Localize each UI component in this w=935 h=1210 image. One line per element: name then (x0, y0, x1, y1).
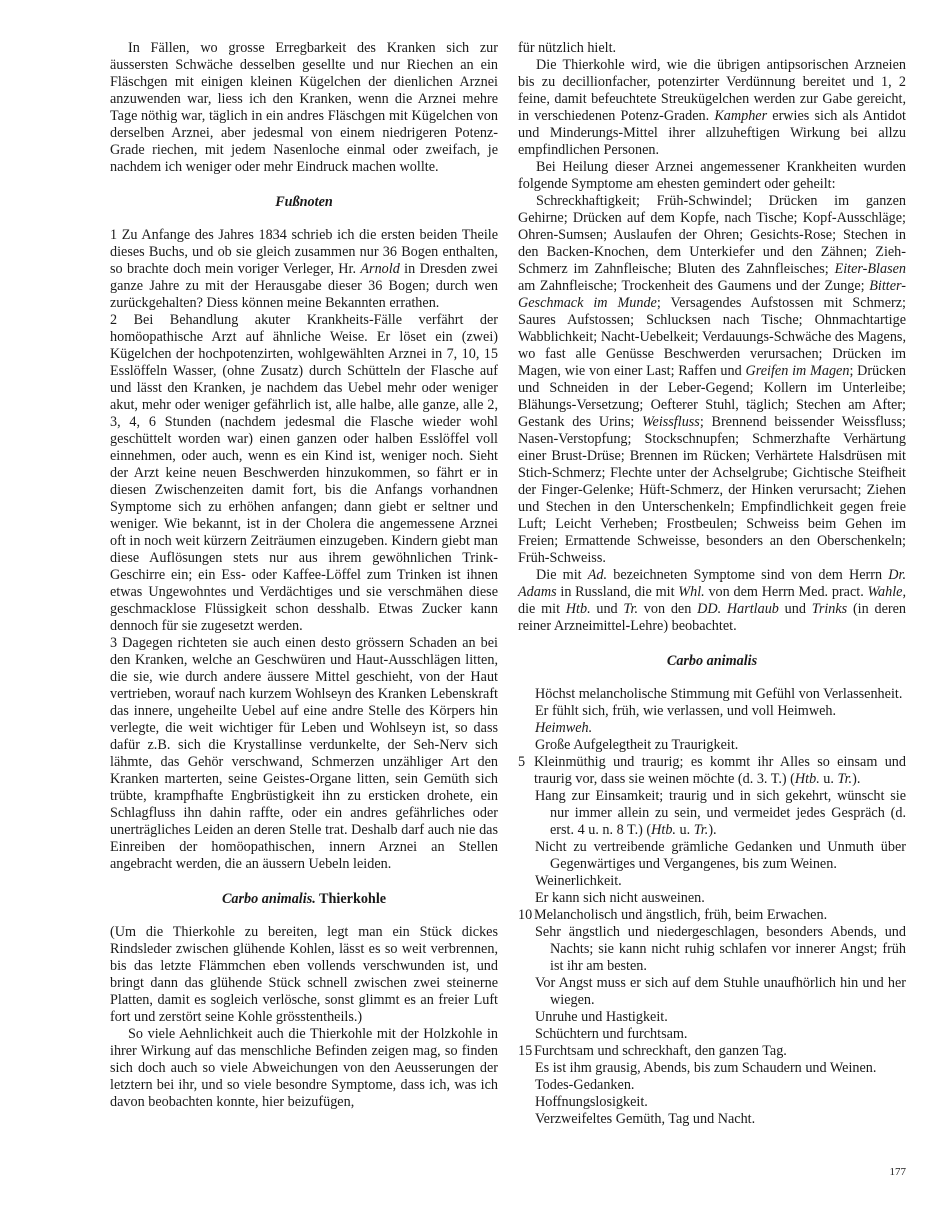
obs-dd: DD. Hartlaub (697, 601, 779, 617)
continuation-line: für nützlich hielt. (518, 40, 617, 56)
obs-a: Die mit (536, 567, 588, 583)
healed-term-greifen: Greifen im Magen (745, 363, 850, 379)
obs-d: von dem Herrn Med. pract. (704, 584, 868, 600)
symptom-line: Vor Angst muss er sich auf dem Stuhle unaufhörlich hin und her wiegen. (535, 975, 906, 1008)
symptom-line: Es ist ihm grausig, Abends, bis zum Schaudern und Weinen. (535, 1060, 877, 1076)
obs-htb: Htb. (565, 601, 591, 617)
symptom-line: Er fühlt sich, früh, wie verlassen, und voll Heimweh. (535, 703, 837, 719)
carbo-heading-latin: Carbo animalis. (221, 891, 316, 907)
symptom-text: Furchtsam und schreckhaft, den ganzen Tag. (534, 1043, 787, 1059)
symptom-line: Unruhe und Hastigkeit. (535, 1009, 668, 1025)
symptom-line: Verzweifeltes Gemüth, Tag und Nacht. (535, 1111, 756, 1127)
symptom-line (518, 788, 906, 839)
healed-text-c: ; Versagendes Aufstossen mit Schmerz; Saures Aufstossen; Schlucksen nach Tische; Ohnmachtartige Wabblichkeit; Nacht-Uebelkeit; Verdauungs-Schwäche des Magens, wo fast alle Genüsse Beschwerden verursachen; Drücken im Magen, wie von einer Last; Raffen und (518, 295, 906, 379)
footnote-3: 3 Dagegen richteten sie auch einen desto grössern Schaden an bei den Kranken, welche an Geschwüren und Haut-Ausschlägen litten, die sie, wie durch andere äussere Mittel geschieht, von der Haut vertrieben, worauf nach kurzem Wohlseyn des Kranken Lebenskraft das innere, ungeheilte Uebel auf eine andre Stelle des Körpers hin verlegte, die weit wichtiger für Leben und Wohlseyn ist, so dass dafür z.B. sich die Krystallinse verdunkelte, der Seh-Nerv sich lähmte, das Gehör verschwand, Schmerzen unzähliger Art den Kranken marterten, seine Geistes-Organe litten, sein Gemüth sich trübte, krampfhafte Engbrüstigkeit ihn zu ersticken drohete, ein Schlagfluss ihn dahin raffte, oder ein andres gefährliches oder unerträgliches Leiden an deren Stelle trat. Deshalb darf auch nie das Einreiben der homöopathischen, innern Arznei an Stellen angebracht werden, die an äussern Uebeln leiden. (110, 635, 498, 872)
symptom-line: Nicht zu vertreibende grämliche Gedanken und Unmuth über Gegenwärtiges und Vergangenes, bis zum Weinen. (535, 839, 906, 872)
obs-e: die mit (518, 601, 566, 617)
symptom-line: Höchst melancholische Stimmung mit Gefühl von Verlassenheit. (535, 686, 903, 702)
symptom-line: Große Aufgelegtheit zu Traurigkeit. (535, 737, 739, 753)
symptom-text: ). (708, 822, 717, 838)
healed-text-b: am Zahnfleische; Trockenheit des Gaumens und der Zunge; (518, 278, 870, 294)
symptom-line: Er kann sich nicht ausweinen. (535, 890, 705, 906)
healed-text-a: Schreckhaftigkeit; Früh-Schwindel; Drücken im ganzen Gehirne; Drücken auf dem Kopfe, nach Tische; Kopf-Ausschläge; Ohren-Sumsen; Auslaufen der Ohren; Gesichts-Rose; Stechen in den Backen-Knochen, dem Unterkiefer und den Zähnen; Zieh-Schmerz im Zahnfleische; Bluten des Zahnfleisches; (518, 193, 906, 277)
symptom-text: ). (852, 771, 861, 787)
footnote-1-name: Arnold (360, 261, 400, 277)
symptom-line: Schüchtern und furchtsam. (535, 1026, 688, 1042)
healed-text-d: ; Drücken und Schneiden in der Leber-Gegend; Kollern im Unterleibe; Blähungs-Versetzung; Oefterer Stuhl, täglich; Stechen am After; Gestank des Urins; (518, 363, 906, 430)
footnote-1-text: 1 Zu Anfange des Jahres 1834 schrieb ich die ersten beiden Theile dieses Buchs, und ob sie gleich zusammen nur 36 Bogen enthalten, so brachte doch mein voriger Verleger, Hr. (110, 227, 498, 277)
similarity-paragraph: So viele Aehnlichkeit auch die Thierkohle mit der Holzkohle in ihrer Wirkung auf das menschliche Befinden zeigen mag, so finden sich doch auch so viele Abweichungen von den Aeusserungen der letztern bei ihr, und so viele besondre Symptome, dass ich, was ich davon beobachten konnte, hier beizufügen, (110, 1026, 498, 1110)
symptom-line: Sehr ängstlich und niedergeschlagen, besonders Abends, und Nachts; sie kann nicht ruhig schlafen vor innerer Angst; früh ist ihr am besten. (535, 924, 906, 974)
footnote-2: 2 Bei Behandlung akuter Krankheits-Fälle verfährt der homöopathische Arzt auf ähnliche Weise. Er löset ein (zwei) Kügelchen der hochpotenzirten, wohlgewählten Arznei in 7, 10, 15 Esslöffeln Wasser, (ohne Zusatz) durch Schütteln der Flasche auf und lässt den Kranken, je nachdem das Uebel mehr oder weniger akut, mehr oder weniger gefährlich ist, alle halbe, alle ganze, alle 2, 3, 4, 6 Stunden (nachdem jedesmal die Flasche wieder wohl geschüttelt worden war) einen ganzen oder halben Esslöffel voll einnehmen, oder auch, wenn es ein Kind ist, weniger noch. Sieht der Arzt keine neuen Beschwerden hinzukommen, so fährt er in diesen Zwischenzeiten damit fort, bis die Anfangs vorhandnen Symptome sich zu erhöhen anfangen; dann giebt er seltner und weniger. Wie bekannt, ist in der Cholera die angemessene Arznei oft in noch weit kürzern Zeiträumen einzugeben. Kindern giebt man diese Auflösungen stets nur aus ihrem gewöhnlichen Trink-Geschirre ein; ein Ess- oder Kaffee-Löffel zum Trinken ist ihnen etwas Ungewohntes und Verdächtiges und sie verschmähen diese geschmacklose Flüssigkeit schon desshalb. Etwas Zucker kann dennoch für sie zugesetzt werden. (110, 312, 498, 634)
obs-adams: Dr. Adams (518, 567, 907, 600)
obs-g: von den (638, 601, 698, 617)
obs-wahle: Wahle, (867, 584, 907, 600)
kampher-term: Kampher (714, 108, 768, 124)
symptom-text: Kleinmüthig und traurig; es kommt ihr Alles so einsam und traurig vor, dass sie weinen möchte (d. 3. T.) ( (534, 754, 906, 787)
symptom-source: Tr. (693, 822, 709, 838)
obs-tr: Tr. (623, 601, 639, 617)
symptom-source: Tr. (837, 771, 853, 787)
right-column (518, 40, 906, 1128)
symptoms-heading-text: Carbo animalis (666, 653, 758, 669)
symptom-line (518, 1043, 906, 1060)
symptom-text: Melancholisch und ängstlich, früh, beim Erwachen. (534, 907, 828, 923)
symptom-text: u. (819, 771, 838, 787)
symptom-source: Htb. (794, 771, 820, 787)
page-number: 177 (889, 1166, 906, 1178)
footnotes-heading-text: Fußnoten (275, 194, 333, 210)
footnote-1 (110, 227, 498, 312)
dosage-text-end: erwies sich als Antidot und Minderungs-Mittel ihrer allzuheftigen Wirkung bei allzu empfindlichen Personen. (518, 108, 906, 158)
symptom-line: Todes-Gedanken. (535, 1077, 635, 1093)
dosage-text: Die Thierkohle wird, wie die übrigen antipsorischen Arzneien bis zu decillionfacher, potenzirter Verdünnung bereitet und 1, 2 feine, damit befeuchtete Streukügelchen werden zur Gabe gereicht, in verschiedenen Potenz-Graden. (518, 57, 906, 124)
obs-h: und (778, 601, 812, 617)
symptom-text: Heimweh. (535, 720, 593, 736)
symptom-text: u. (675, 822, 694, 838)
healed-term-bitter: Bitter-Geschmack im Munde (518, 278, 906, 311)
symptom-line: Weinerlichkeit. (535, 873, 622, 889)
healing-intro: Bei Heilung dieser Arznei angemessener Krankheiten wurden folgende Symptome am ehesten gemindert oder geheilt: (518, 159, 906, 192)
intro-paragraph: In Fällen, wo grosse Erregbarkeit des Kranken sich zur äussersten Schwäche desselben gesellte und nur Riechen an ein Fläschgen mit einigen kleinen Kügelchen der dienlichen Arznei anzuwenden war, liess ich den Kranken, wenn die Arznei mehre Tage nöthig war, täglich in ein andres Fläschgen mit Kügelchen von derselben Arznei, aber jedesmal von einem niedrigeren Potenz-Grade riechen, mit jedem Nasenloche einmal oder zweifach, je nachdem ich weniger oder mehr Eindruck machen wollte. (110, 40, 498, 175)
obs-trinks: Trinks (811, 601, 848, 617)
symptom-number: 15 (518, 1043, 533, 1059)
symptom-number: 10 (518, 907, 533, 923)
healed-text-e: ; Brennend beissender Weissfluss; Nasen-Verstopfung; Stockschnupfen; Schmerzhafte Verhärtung einer Brust-Drüse; Brennen im Rücken; Verhärtete Halsdrüsen mit Stich-Schmerz; Flechte unter der Achselgrube; Gichtische Steifheit der Finger-Gelenke; Hüft-Schmerz, der Hinken verursacht; Ziehen und Stechen in den Unterschenkeln; Empfindlichkeit gegen freie Luft; Leicht Verheben; Frostbeulen; Schweiss beim Gehen im Freien; Ermattende Schweisse, besonders an den Oberschenkeln; Früh-Schweiss. (518, 414, 906, 566)
symptom-text: Hang zur Einsamkeit; traurig und in sich gekehrt, wünscht sie nur immer allein zu sein, und vermeidet jedes Gespräch (d. erst. 4 u. n. 8 T.) ( (535, 788, 906, 838)
symptom-line (518, 907, 906, 924)
footnote-1-text-end: in Dresden zwei ganze Jahre zu mit der Herausgabe dieser 36 Bogen; durch wen zurückgehalten? Diess können meine Bekannten errathen. (110, 261, 498, 311)
obs-b: bezeichneten Symptome sind von dem Herrn (607, 567, 889, 583)
obs-whl: Whl. (678, 584, 705, 600)
symptom-line (518, 720, 906, 737)
symptom-source: Htb. (651, 822, 676, 838)
healed-term-weiss: Weissfluss (642, 414, 700, 430)
obs-f: und (590, 601, 624, 617)
footnotes-heading (110, 194, 498, 211)
carbo-heading-german: Thierkohle (315, 891, 387, 907)
obs-i: (in deren reiner Arzneimittel-Lehre) beobachtet. (518, 601, 906, 634)
observers-paragraph (518, 567, 906, 635)
symptom-number: 5 (518, 754, 526, 770)
obs-c: in Russland, die mit (556, 584, 679, 600)
dosage-paragraph (518, 57, 906, 159)
obs-ad: Ad. (587, 567, 608, 583)
preparation-paragraph: (Um die Thierkohle zu bereiten, legt man ein Stück dickes Rindsleder zwischen glühende Kohlen, lässt es so weit verbrennen, bis das letzte Flämmchen eben vollends verschwunden ist, und bringt dann das glühende Stück schnell zwischen zwei steinerne Platten, damit es sogleich verlösche, sonst glimmt es an freier Luft fort und zerstört seine Kohle grösstentheils.) (110, 924, 498, 1025)
healed-symptoms (518, 193, 906, 567)
symptoms-heading (518, 653, 906, 670)
symptom-line: Hoffnungslosigkeit. (535, 1094, 648, 1110)
carbo-animalis-heading (110, 891, 498, 908)
left-column (110, 40, 498, 1111)
healed-term-eiter: Eiter-Blasen (834, 261, 906, 277)
symptom-line (518, 754, 906, 788)
